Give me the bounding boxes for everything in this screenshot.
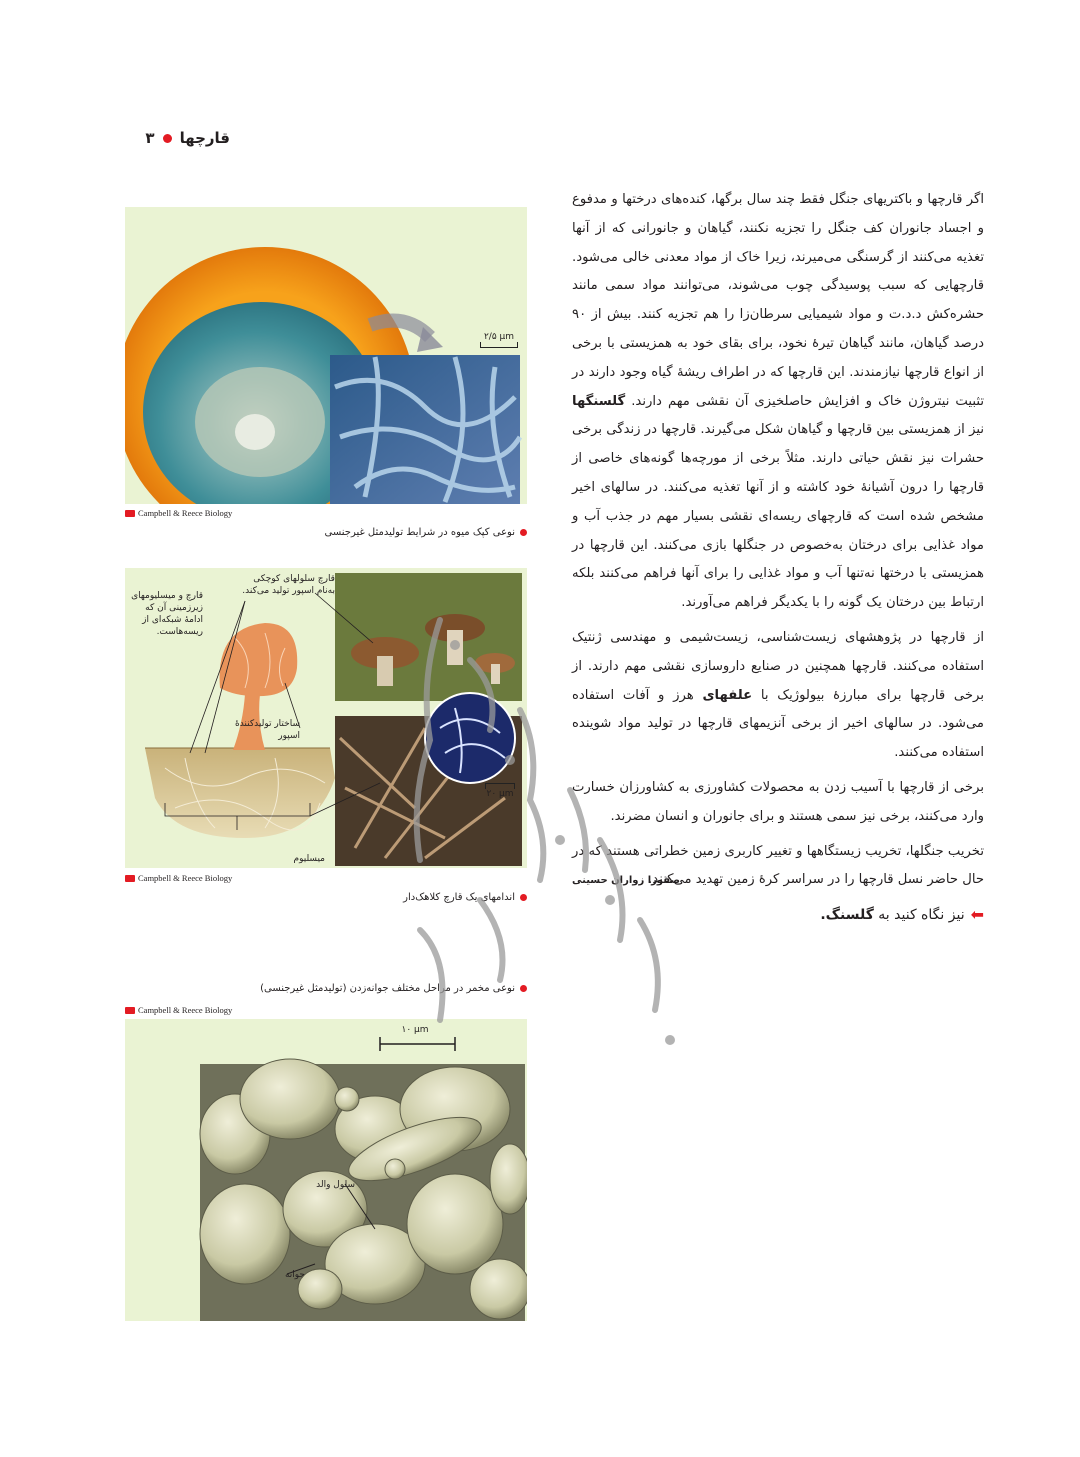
paragraph-text: تخریب جنگلها، تخریب زیستگاهها و تغییر کاربری زمین خطراتی هستند که در حال حاضر نسل قارچها را در سراسر کرهٔ زمین تهدید می‌کنند. [572,843,984,888]
credit-fig2: Campbell & Reece Biology [125,873,232,883]
see-also-term[interactable]: گلسنگ. [820,907,874,924]
article-body [572,186,984,930]
label-spores: قارچ سلولهای کوچکی به‌نام اسپور تولید می‌کند. [242,574,335,596]
article-paragraphs [572,186,984,895]
page-number: ۳ [145,129,155,147]
author-name: صفورا زواران حسینی [572,875,681,887]
figure-orange-mold [125,207,527,504]
yeast-micrograph [125,1019,527,1321]
page-title: قارچها [179,129,230,147]
label-mycelium: میسلیوم [293,854,325,864]
figure-mushroom-anatomy [125,568,527,868]
article-paragraph [572,186,984,618]
scale-bar-fig3: ۱۰ µm [401,1025,429,1035]
paragraph-text: از قارچها در پژوهشهای زیست‌شناسی، زیست‌شیمی و مهندسی ژنتیک استفاده می‌کنند. قارچها همچنین در صنایع داروسازی نقشی مهم دارند. از برخی قارچها برای مبارزهٔ بیولوژیک با [572,629,984,703]
credit-fig1: Campbell & Reece Biology [125,508,232,518]
article-paragraph [572,624,984,768]
paragraph-text: هرز و آفات استفاده می‌شود. در سالهای اخیر از برخی آنزیمهای قارچها در تولید مواد شوینده استفاده می‌کنند. [572,687,984,761]
page-header [120,126,230,150]
see-also[interactable] [572,901,984,930]
bold-term: علفهای [702,687,753,703]
figure-yeast [125,1019,527,1321]
caption-fig2: اندامهای یک قارچ کلاهک‌دار [280,892,527,903]
bold-term: گلسنگها [572,393,626,409]
paragraph-text: نیز از همزیستی بین قارچها و گیاهان شکل می‌گیرند. قارچها در زندگی برخی حشرات نیز نقش حیاتی دارند. مثلاً برخی از مورچه‌ها گونه‌های خاصی از قارچها را درون آشیانهٔ خود کاشته و از آنها تغذیه می‌کنند. در سالهای اخیر مشخص شده است که قارچهای ریسه‌ای نقشی بسیار مهم در جذب آب و مواد غذایی برای درختان به‌خصوص در جنگلها بازی می‌کنند. این قارچها در همزیستی با درختها نه‌تنها آب و مواد غذایی را برای آنها فراهم می‌کنند بلکه ارتباط بین درختان یک گونه را با یکدیگر فراهم می‌آورند. [572,422,984,611]
scale-bar-fig2: ۲۰ µm [485,783,515,799]
label-mycelium-network: قارچ و میسلیومهای زیرزمینی آن که ادامهٔ شبکه‌ای از ریسه‌هاست. [131,591,203,637]
bullet-icon [520,985,527,992]
caption-fig1: نوعی کپک میوه در شرایط تولیدمثل غیرجنسی [280,527,527,538]
credit-fig3: Campbell & Reece Biology [125,1005,232,1015]
publisher-logo-icon [125,875,135,882]
label-spore-structure: ساختار تولیدکنندهٔ اسپور [234,719,300,741]
bullet-icon [520,529,527,536]
label-parent-cell: سلول والد [316,1180,355,1190]
orange-mold-illustration [125,207,527,504]
article-paragraph [572,774,984,832]
label-bud: جوانه [284,1270,305,1280]
caption-fig3: نوعی مخمر در مراحل مختلف جوانه‌زدن (تولیدمثل غیرجنسی) [220,983,527,994]
scale-bar-fig1: ۲/۵ µm [480,332,518,348]
paragraph-text: اگر قارچها و باکتریهای جنگل فقط چند سال برگها، کنده‌های درختها و مدفوع و اجساد جانوران کف جنگل را تجزیه نکنند، گیاهان و جانورانی که از آنها تغذیه می‌کنند از گرسنگی می‌میرند، زیرا خاک از مواد معدنی خالی می‌شود. قارچهایی که سبب پوسیدگی چوب می‌شوند، می‌توانند مواد سمی مانند حشره‌کش د.د.ت و مواد شیمیایی سرطان‌زا را هم تجزیه کنند. بیش از ۹۰ درصد گیاهان، مانند گیاهان تیرهٔ نخود، برای بقای خود به همزیستی با برخی از انواع قارچها نیازمندند. این قارچها که در اطراف ریشهٔ گیاه وجود دارند در تثبیت نیتروژن خاک و افزایش حاصلخیزی آن نقشی مهم دارند. [572,192,984,409]
publisher-logo-icon [125,1007,135,1014]
paragraph-text: برخی از قارچها با آسیب زدن به محصولات کشاورزی به کشاورزان خسارت وارد می‌کنند، برخی نیز سمی هستند و برای جانوران و انسان مضرند. [572,779,984,824]
bullet-icon [520,894,527,901]
see-also-text: نیز نگاه کنید به گلسنگ. [820,907,965,924]
header-dot-icon [163,134,172,143]
publisher-logo-icon [125,510,135,517]
arrow-left-icon: ⬅ [970,905,984,925]
